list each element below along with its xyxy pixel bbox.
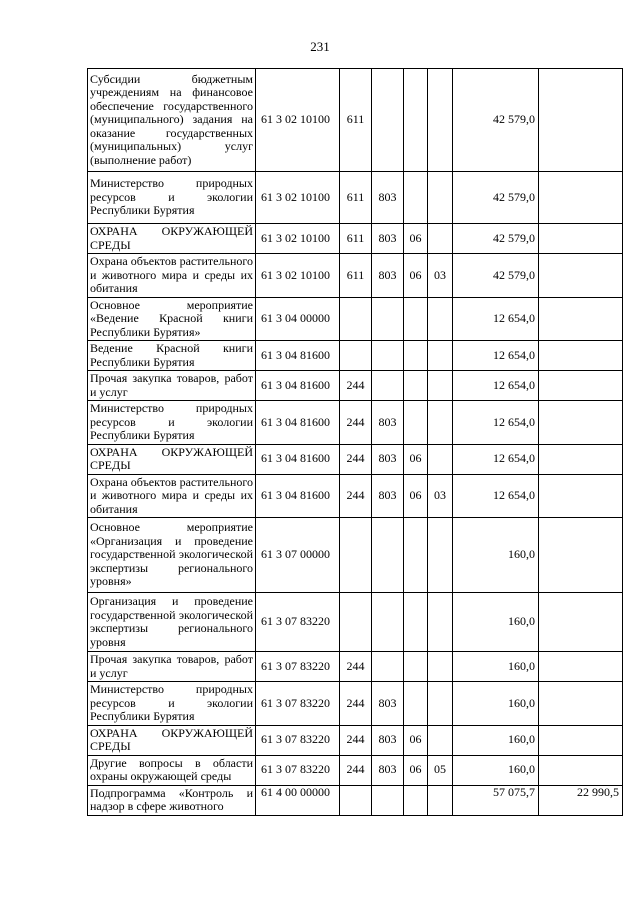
row-vr: 611 [340,69,372,172]
row-rz [404,172,428,224]
row-rz [404,518,428,593]
row-sum2 [539,725,623,755]
table-row [88,254,623,298]
row-pr: 03 [428,254,453,298]
row-sum2 [539,297,623,341]
row-name: Министерство природных ресурсов и экологии Республики Бурятия [88,682,256,726]
row-sum1: 42 579,0 [453,69,539,172]
row-grbs: 803 [372,254,404,298]
row-rz [404,69,428,172]
row-sum2 [539,474,623,518]
row-name: ОХРАНА ОКРУЖАЮЩЕЙ СРЕДЫ [88,224,256,254]
row-sum2 [539,593,623,652]
row-name: Охрана объектов растительного и животного мира и среды их обитания [88,474,256,518]
row-grbs: 803 [372,401,404,445]
row-sum2 [539,682,623,726]
row-pr [428,518,453,593]
row-sum2 [539,755,623,785]
table-row [88,444,623,474]
row-grbs [372,69,404,172]
row-grbs: 803 [372,172,404,224]
table-row [88,172,623,224]
row-code: 61 3 04 81600 [256,401,340,445]
row-grbs: 803 [372,224,404,254]
row-name: ОХРАНА ОКРУЖАЮЩЕЙ СРЕДЫ [88,725,256,755]
row-grbs [372,371,404,401]
row-sum1: 57 075,7 [453,785,539,815]
table-row [88,224,623,254]
row-rz [404,297,428,341]
row-pr [428,652,453,682]
row-name: Министерство природных ресурсов и экологии Республики Бурятия [88,172,256,224]
row-pr [428,444,453,474]
row-grbs [372,652,404,682]
row-code: 61 3 07 83220 [256,682,340,726]
row-vr [340,518,372,593]
row-pr: 05 [428,755,453,785]
row-sum1: 42 579,0 [453,172,539,224]
row-grbs: 803 [372,725,404,755]
row-name: Основное мероприятие «Организация и проведение государственной экологической экспертизы регионального уровня» [88,518,256,593]
row-vr [340,341,372,371]
row-sum1: 42 579,0 [453,254,539,298]
row-name: Субсидии бюджетным учреждениям на финансовое обеспечение государственного (муниципального) задания на оказание государственных (муниципальных) услуг (выполнение работ) [88,69,256,172]
row-code: 61 3 07 83220 [256,725,340,755]
row-rz [404,785,428,815]
row-code: 61 3 04 81600 [256,371,340,401]
row-name: Подпрограмма «Контроль и надзор в сфере животного [88,785,256,815]
row-vr: 244 [340,725,372,755]
table-row [88,371,623,401]
row-pr [428,172,453,224]
row-pr [428,371,453,401]
row-code: 61 3 07 83220 [256,755,340,785]
row-rz [404,652,428,682]
row-code: 61 3 04 81600 [256,444,340,474]
row-grbs: 803 [372,682,404,726]
table-row [88,785,623,815]
row-code: 61 3 04 81600 [256,341,340,371]
row-sum2 [539,224,623,254]
row-vr: 611 [340,254,372,298]
row-name: Охрана объектов растительного и животного мира и среды их обитания [88,254,256,298]
row-code: 61 3 02 10100 [256,69,340,172]
row-sum2: 22 990,5 [539,785,623,815]
row-code: 61 3 02 10100 [256,254,340,298]
row-grbs [372,593,404,652]
row-sum1: 160,0 [453,652,539,682]
row-code: 61 3 07 83220 [256,593,340,652]
row-pr [428,785,453,815]
row-vr: 244 [340,682,372,726]
row-vr: 244 [340,652,372,682]
row-rz [404,401,428,445]
row-name: Ведение Красной книги Республики Бурятия [88,341,256,371]
row-sum1: 160,0 [453,725,539,755]
row-vr [340,785,372,815]
row-sum2 [539,172,623,224]
row-code: 61 4 00 00000 [256,785,340,815]
table-row [88,69,623,172]
row-sum2 [539,341,623,371]
row-grbs: 803 [372,755,404,785]
row-rz [404,682,428,726]
row-sum1: 12 654,0 [453,444,539,474]
row-sum2 [539,652,623,682]
row-sum1: 42 579,0 [453,224,539,254]
row-pr: 03 [428,474,453,518]
row-vr: 244 [340,474,372,518]
row-grbs: 803 [372,474,404,518]
table-row [88,682,623,726]
row-pr [428,341,453,371]
row-pr [428,593,453,652]
row-rz: 06 [404,755,428,785]
table-row [88,401,623,445]
table-row [88,341,623,371]
row-rz: 06 [404,444,428,474]
row-sum1: 12 654,0 [453,474,539,518]
row-sum2 [539,444,623,474]
row-vr: 244 [340,401,372,445]
row-rz: 06 [404,474,428,518]
row-name: Прочая закупка товаров, работ и услуг [88,652,256,682]
row-pr [428,401,453,445]
row-sum2 [539,401,623,445]
row-sum1: 12 654,0 [453,401,539,445]
row-sum2 [539,518,623,593]
table-row [88,725,623,755]
table-row [88,755,623,785]
row-vr: 244 [340,371,372,401]
row-sum1: 160,0 [453,518,539,593]
row-sum1: 12 654,0 [453,371,539,401]
row-rz [404,593,428,652]
row-pr [428,682,453,726]
row-name: Организация и проведение государственной экологической экспертизы регионального уровня [88,593,256,652]
row-sum1: 12 654,0 [453,341,539,371]
row-sum1: 160,0 [453,593,539,652]
row-vr: 244 [340,755,372,785]
row-grbs [372,297,404,341]
page-number: 231 [310,39,330,54]
row-grbs: 803 [372,444,404,474]
row-code: 61 3 04 81600 [256,474,340,518]
table-row [88,593,623,652]
row-name: Основное мероприятие «Ведение Красной книги Республики Бурятия» [88,297,256,341]
row-name: Министерство природных ресурсов и экологии Республики Бурятия [88,401,256,445]
row-sum2 [539,69,623,172]
table-row [88,518,623,593]
row-name: Прочая закупка товаров, работ и услуг [88,371,256,401]
row-pr [428,69,453,172]
row-grbs [372,785,404,815]
row-rz [404,341,428,371]
table-row [88,297,623,341]
table-row [88,652,623,682]
row-code: 61 3 07 00000 [256,518,340,593]
row-rz [404,371,428,401]
row-name: Другие вопросы в области охраны окружающей среды [88,755,256,785]
row-pr [428,297,453,341]
row-code: 61 3 02 10100 [256,224,340,254]
row-code: 61 3 07 83220 [256,652,340,682]
row-grbs [372,341,404,371]
row-code: 61 3 04 00000 [256,297,340,341]
row-sum1: 160,0 [453,755,539,785]
row-vr [340,593,372,652]
row-vr: 244 [340,444,372,474]
row-vr: 611 [340,224,372,254]
row-vr [340,297,372,341]
row-sum2 [539,254,623,298]
row-pr [428,725,453,755]
row-pr [428,224,453,254]
row-name: ОХРАНА ОКРУЖАЮЩЕЙ СРЕДЫ [88,444,256,474]
row-grbs [372,518,404,593]
row-sum1: 12 654,0 [453,297,539,341]
row-rz: 06 [404,224,428,254]
row-rz: 06 [404,725,428,755]
row-rz: 06 [404,254,428,298]
row-code: 61 3 02 10100 [256,172,340,224]
table-row [88,474,623,518]
budget-table [87,68,623,816]
row-sum1: 160,0 [453,682,539,726]
row-sum2 [539,371,623,401]
row-vr: 611 [340,172,372,224]
